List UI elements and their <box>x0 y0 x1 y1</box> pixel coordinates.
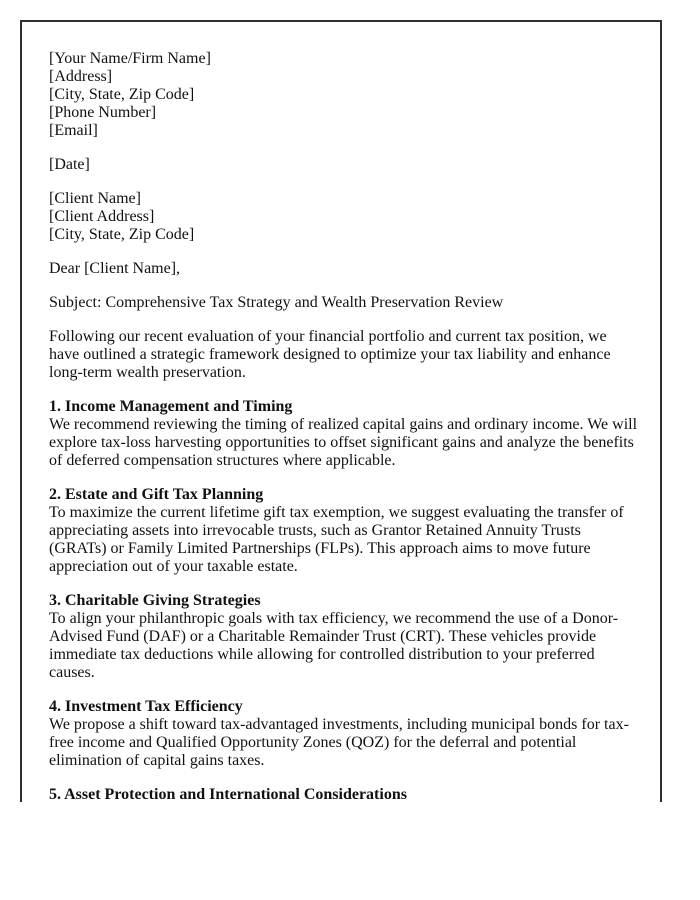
sender-name-line: [Your Name/Firm Name] <box>49 50 211 67</box>
sender-email-line: [Email] <box>49 122 98 139</box>
recipient-address-line: [Client Address] <box>49 208 155 225</box>
recipient-name-line: [Client Name] <box>49 190 141 207</box>
recipient-city-line: [City, State, Zip Code] <box>49 226 195 243</box>
sender-city-line: [City, State, Zip Code] <box>49 86 195 103</box>
section-asset-protection <box>49 786 639 802</box>
subject-line: Subject: Comprehensive Tax Strategy and Wealth Preservation Review <box>49 294 504 311</box>
section-charitable-giving <box>49 592 639 682</box>
section-body: To align your philanthropic goals with tax efficiency, we recommend the use of a Donor-Advised Fund (DAF) or a Charitable Remainder Trust (CRT). These vehicles provide immediate tax deductions while allowing for controlled distribution to your preferred causes. <box>49 610 619 681</box>
letter-document <box>20 20 662 802</box>
section-body: We propose a shift toward tax-advantaged investments, including municipal bonds for tax-free income and Qualified Opportunity Zones (QOZ) for the deferral and potential elimination of capital gains taxes. <box>49 716 629 769</box>
section-income-management <box>49 398 639 470</box>
sender-block <box>49 50 639 140</box>
section-heading: 5. Asset Protection and International Considerations <box>49 786 407 802</box>
section-heading: 1. Income Management and Timing <box>49 398 293 415</box>
section-heading: 2. Estate and Gift Tax Planning <box>49 486 264 503</box>
intro-paragraph: Following our recent evaluation of your financial portfolio and current tax position, we have outlined a strategic framework designed to optimize your tax liability and enhance long-term wealth preservation. <box>49 328 611 381</box>
sender-phone-line: [Phone Number] <box>49 104 157 121</box>
salutation: Dear [Client Name], <box>49 260 181 277</box>
section-body: We recommend reviewing the timing of realized capital gains and ordinary income. We will explore tax-loss harvesting opportunities to offset significant gains and analyze the benefits of deferred compensation structures where applicable. <box>49 416 638 469</box>
section-body: To maximize the current lifetime gift tax exemption, we suggest evaluating the transfer of appreciating assets into irrevocable trusts, such as Grantor Retained Annuity Trusts (GRATs) or Family Limited Partnerships (FLPs). This approach aims to move future appreciation out of your taxable estate. <box>49 504 624 575</box>
sender-address-line: [Address] <box>49 68 113 85</box>
section-investment-tax-efficiency <box>49 698 639 770</box>
section-heading: 3. Charitable Giving Strategies <box>49 592 261 609</box>
date-line: [Date] <box>49 156 90 173</box>
recipient-block <box>49 190 639 244</box>
section-heading: 4. Investment Tax Efficiency <box>49 698 243 715</box>
section-estate-gift-tax <box>49 486 639 576</box>
